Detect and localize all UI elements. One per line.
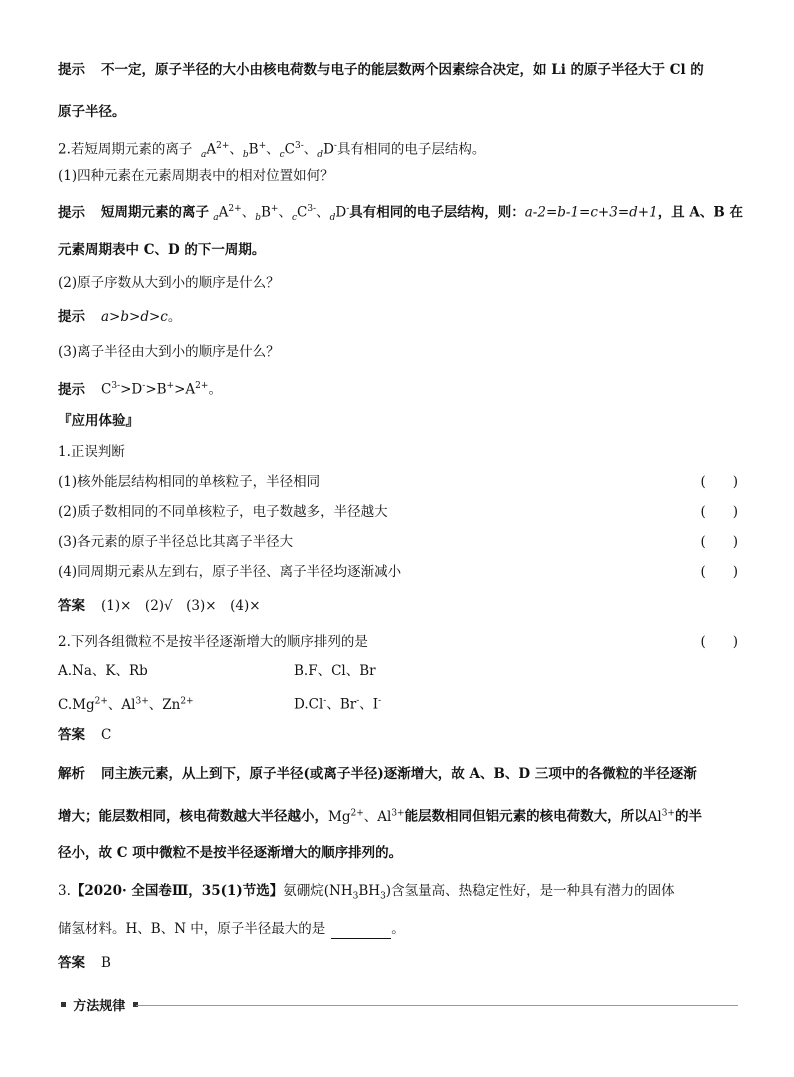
judge-item-3: (3)各元素的原子半径总比其离子半径大 ( ) xyxy=(58,534,738,550)
options-row-2 xyxy=(58,691,738,715)
question2-sub2: (2)原子序数从大到小的顺序是什么？ xyxy=(58,275,280,291)
q3-source: 【2020· 全国卷Ⅲ，35(1)节选】 xyxy=(70,883,284,899)
option-d: D.Cl-、Br-、I- xyxy=(294,696,382,713)
square-bullet-icon xyxy=(61,1002,66,1007)
answer-paren: ( ) xyxy=(700,534,738,550)
hint1-line2: 原子半径。 xyxy=(58,104,126,120)
answer-paren: ( ) xyxy=(700,474,738,490)
option-a: A.Na、K、Rb xyxy=(58,663,148,679)
question2-stem: 2.若短周期元素的离子 $_aA^{2+}$、$_b$B+、$_cC^{3-}$、$_d$D-具有相同的电子层结构。 xyxy=(58,141,486,161)
options-row-1 xyxy=(58,661,738,681)
divider xyxy=(136,1005,738,1006)
answer-blank xyxy=(331,924,391,939)
judge-item-2: (2)质子数相同的不同单核粒子，电子数越多，半径越大 ( ) xyxy=(58,504,738,520)
q1-title: 1.正误判断 xyxy=(58,444,125,460)
answer-paren: ( ) xyxy=(700,634,738,650)
option-c: $C.Mg^{2+}$、$Al^{3+}$、$Zn^{2+}$ xyxy=(58,696,194,713)
method-title: 方法规律 xyxy=(73,999,126,1014)
q3-line1: 3.【2020· 全国卷Ⅲ，35(1)节选】氨硼烷$(NH_3BH_3)$含氢量高、热稳定性好，是一种具有潜力的固体 xyxy=(58,883,675,902)
hint2-line2: 元素周期表中 C、D 的下一周期。 xyxy=(58,242,266,258)
judge-item-1: (1)核外能层结构相同的单核粒子，半径相同 ( ) xyxy=(58,474,738,490)
hint2-line1: 提示 短周期元素的离子 $_aA^{2+}$、$_b$B+、$_cC^{3-}$、$_d$D-具有相同的电子层结构，则：a-2=b-1=c+3=d+1，且 A、B 在 xyxy=(58,204,743,224)
analysis-line1: 解析 同主族元素，从上到下，原子半径(或离子半径)逐渐增大，故 A、B、D 三项中的各微粒的半径逐渐 xyxy=(58,766,697,782)
q3-answer: 答案 B xyxy=(58,955,111,971)
q2b-answer: 答案 C xyxy=(58,727,112,743)
hint3-line: 提示 a>b>d>c。 xyxy=(58,309,182,325)
q1-answer: 答案 (1)× (2)√ (3)× (4)× xyxy=(58,598,261,614)
method-header xyxy=(58,995,738,1015)
q2b-stem: 2.下列各组微粒不是按半径逐渐增大的顺序排列的是 ( ) xyxy=(58,634,738,650)
question2-sub3: (3)离子半径由大到小的顺序是什么？ xyxy=(58,344,280,360)
hint1-line1: 提示 不一定，原子半径的大小由核电荷数与电子的能层数两个因素综合决定，如 Li 的原子半径大于 Cl 的 xyxy=(58,62,704,78)
option-b: B.F、Cl、Br xyxy=(294,663,376,679)
analysis-line3: 径小，故 C 项中微粒不是按半径逐渐增大的顺序排列的。 xyxy=(58,845,403,861)
judge-item-4: (4)同周期元素从左到右，原子半径、离子半径均逐渐减小 ( ) xyxy=(58,564,738,580)
answer-paren: ( ) xyxy=(700,504,738,520)
hint-label: 提示 xyxy=(58,62,85,78)
analysis-line2: 增大；能层数相同，核电荷数越大半径越小，$Mg^{2+}$、$Al^{3+}$能层数相同但铝元素的核电荷数大，所以$Al^{3+}$的半 xyxy=(58,808,702,825)
section-title: 『应用体验』 xyxy=(58,413,139,429)
q3-line2: 储氢材料。H、B、N 中，原子半径最大的是 。 xyxy=(58,921,405,937)
question2-sub1: (1)四种元素在元素周期表中的相对位置如何？ xyxy=(58,168,334,184)
hint4-line: 提示 $C^{3-}>D^->B^+>A^{2+}$。 xyxy=(58,381,222,398)
answer-paren: ( ) xyxy=(700,564,738,580)
